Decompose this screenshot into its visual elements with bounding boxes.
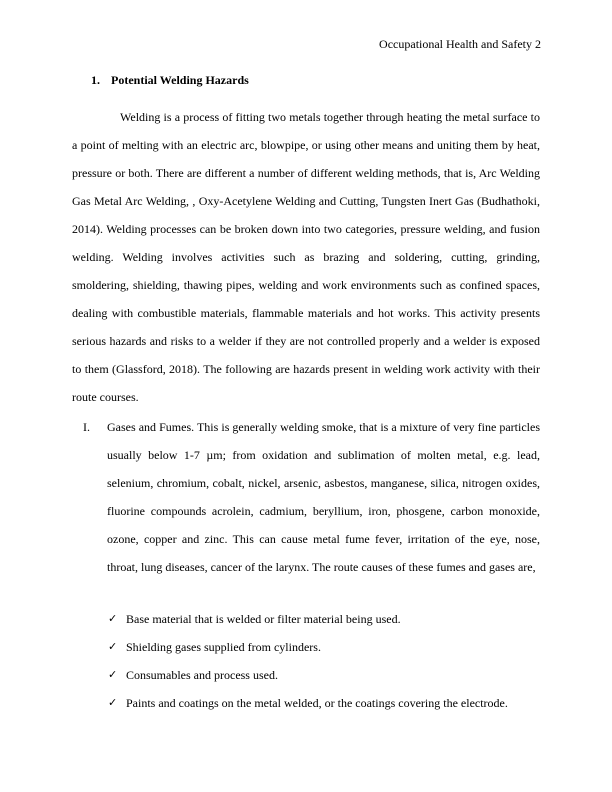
cause-text: Paints and coatings on the metal welded, or the coatings covering the electrode. — [126, 696, 508, 710]
cause-item — [108, 605, 540, 633]
checkmark-icon: ✓ — [108, 612, 118, 625]
checkmark-icon: ✓ — [108, 696, 118, 709]
section-heading — [91, 73, 249, 88]
cause-item — [108, 633, 540, 661]
cause-item — [108, 661, 540, 689]
hazard-text: Gases and Fumes. This is generally welding smoke, that is a mixture of very fine particles usually below 1-7 µm; from oxidation and sublimation of molten metal, e.g. lead, selenium, chromium, cobalt, nickel, arsenic, asbestos, manganese, silica, nitrogen oxides, fluorine compounds acrolein, cadmium, beryllium, iron, phosgene, carbon monoxide, ozone, copper and zinc. This can cause metal fume fever, irritation of the eye, nose, throat, lung diseases, cancer of the larynx. The route causes of these fumes and gases are, — [107, 420, 540, 574]
checkmark-icon: ✓ — [108, 640, 118, 653]
cause-text: Consumables and process used. — [126, 668, 278, 682]
hazard-numeral: I. — [83, 420, 90, 434]
cause-text: Base material that is welded or filter material being used. — [126, 612, 401, 626]
intro-paragraph: Welding is a process of fitting two metals together through heating the metal surface to a point of melting with an electric arc, blowpipe, or using other means and uniting them by heat, pressure or both. There are different a number of different welding methods, that is, Arc Welding Gas Metal Arc Welding, , Oxy-Acetylene Welding and Cutting, Tungsten Inert Gas (Budhathoki, 2014). Welding processes can be broken down into two categories, pressure welding, and fusion welding. Welding involves activities such as brazing and soldering, cutting, grinding, smoldering, shielding, thawing pipes, welding and work environments such as confined spaces, dealing with combustible materials, flammable materials and hot works. This activity presents serious hazards and risks to a welder if they are not controlled properly and a welder is exposed to them (Glassford, 2018). The following are hazards present in welding work activity with their route courses. — [72, 110, 540, 404]
running-header: Occupational Health and Safety 2 — [379, 37, 541, 51]
section-number: 1. — [91, 73, 100, 87]
cause-item — [108, 689, 540, 717]
cause-text: Shielding gases supplied from cylinders. — [126, 640, 321, 654]
checkmark-icon: ✓ — [108, 668, 118, 681]
causes-list — [108, 605, 540, 717]
hazard-item — [72, 413, 540, 581]
section-title: Potential Welding Hazards — [111, 73, 249, 87]
